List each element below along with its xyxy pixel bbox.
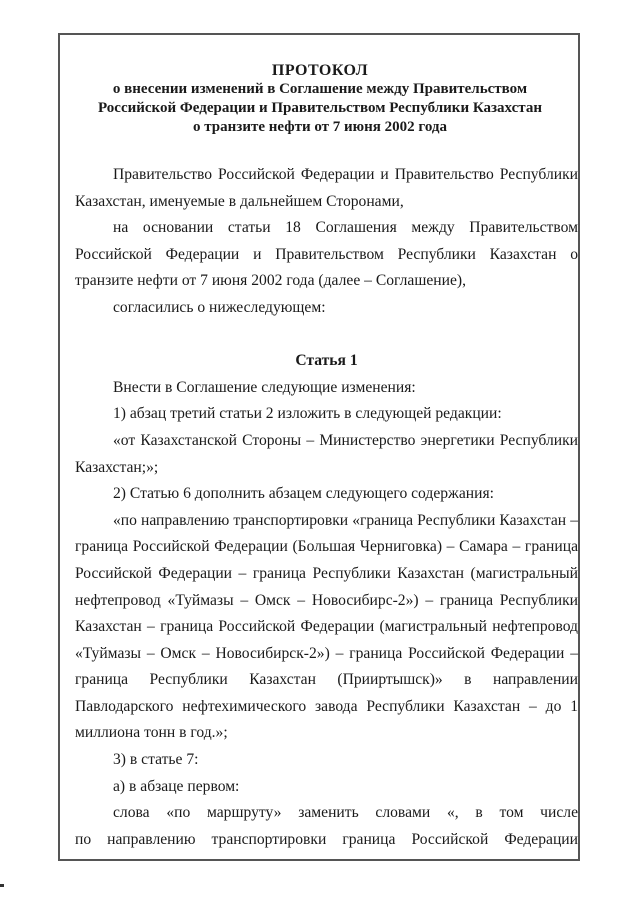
article-paragraph: 1) абзац третий статьи 2 изложить в следующей редакции:: [113, 405, 502, 423]
article-paragraph-continuation: по направлению транспортировки граница Российской Федерации: [75, 830, 578, 848]
article-paragraph: 3) в статье 7:: [113, 751, 199, 769]
document-subtitle-line-1: о внесении изменений в Соглашение между Правительством: [112, 81, 528, 97]
article-paragraph: «по направлению транспортировки «граница Республики Казахстан – граница Российской Федерации (Большая Черниговка) – Самара – граница Российской Федерации – граница Республики Казахстан (магистральный нефтепровод «Туймазы – Омск – Новосибирс-2») – граница Республики Казахстан – граница Российской Федерации (магистральный нефтепровод «Туймазы – Омск – Новосибирск-2») – граница Российской Федерации – граница Республики Казахстан (Прииртышск)» в направлении Павлодарского нефтехимического завода Республики Казахстан – до 1 миллиона тонн в год.»;: [75, 511, 578, 742]
document-subtitle-line-2: Российской Федерации и Правительством Республики Казахстан: [98, 100, 542, 116]
article-paragraph: 2) Статью 6 дополнить абзацем следующего содержания:: [113, 485, 494, 503]
document-title: ПРОТОКОЛ: [271, 62, 369, 79]
article-paragraph: слова «по маршруту» заменить словами «, в том числе: [113, 804, 578, 822]
document-body: [75, 162, 578, 853]
article-heading: Статья 1: [295, 352, 358, 370]
article-paragraph: «от Казахстанской Стороны – Министерство энергетики Республики Казахстан;»;: [75, 431, 578, 476]
document-header: [0, 61, 640, 137]
article-paragraph: Внести в Соглашение следующие изменения:: [113, 378, 416, 396]
preamble-paragraph: согласились о нижеследующем:: [113, 298, 326, 316]
scan-artifact: [0, 884, 4, 887]
preamble-paragraph: на основании статьи 18 Соглашения между Правительством Российской Федерации и Правительством Республики Казахстан о транзите нефти от 7 июня 2002 года (далее – Соглашение),: [75, 219, 578, 290]
preamble-paragraph: Правительство Российской Федерации и Правительство Республики Казахстан, именуемые в дальнейшем Сторонами,: [75, 166, 578, 210]
document-subtitle-line-3: о транзите нефти от 7 июня 2002 года: [193, 119, 447, 135]
article-paragraph: а) в абзаце первом:: [113, 777, 240, 795]
